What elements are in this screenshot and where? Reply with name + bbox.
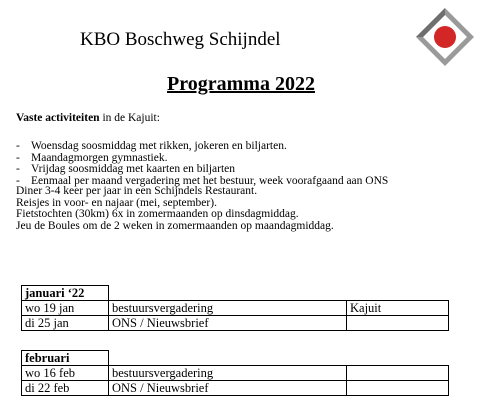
- date-cell: di 22 feb: [22, 381, 109, 396]
- intro-rest: in de Kajuit:: [99, 112, 160, 124]
- activity-cell: bestuursvergadering: [109, 301, 347, 316]
- list-item: - Eenmaal per maand vergadering met het bestuur, week voorafgaand aan ONS: [16, 174, 389, 187]
- extra-line: Diner 3-4 keer per jaar in een Schijndels Restaurant.: [16, 185, 258, 197]
- table-row: [22, 301, 449, 316]
- activity-cell: bestuursvergadering: [109, 366, 347, 381]
- list-item: - Maandagmorgen gymnastiek.: [16, 151, 168, 164]
- month-label: januari ‘22: [22, 286, 109, 301]
- date-cell: wo 16 feb: [22, 366, 109, 381]
- extra-line: Jeu de Boules om de 2 weken in zomermaanden op maandagmiddag.: [16, 219, 334, 232]
- month-table-january: [21, 285, 449, 331]
- location-cell: Kajuit: [347, 301, 449, 316]
- program-title: Programma 2022: [167, 73, 315, 95]
- org-title: KBO Boschweg Schijndel: [80, 29, 281, 50]
- activity-cell: ONS / Nieuwsbrief: [109, 316, 347, 331]
- month-table-february: [21, 350, 449, 396]
- kbo-logo-icon: [414, 6, 476, 68]
- table-row: [22, 316, 449, 331]
- location-cell: [347, 366, 449, 381]
- table-row: [22, 366, 449, 381]
- table-row: [22, 381, 449, 396]
- month-label: februari: [22, 351, 109, 366]
- date-cell: wo 19 jan: [22, 301, 109, 316]
- activity-cell: ONS / Nieuwsbrief: [109, 381, 347, 396]
- extra-line: Fietstochten (30km) 6x in zomermaanden op dinsdagmiddag.: [16, 208, 299, 220]
- intro-line: [16, 112, 160, 124]
- location-cell: [347, 316, 449, 331]
- date-cell: di 25 jan: [22, 316, 109, 331]
- extra-line: Reisjes in voor- en najaar (mei, september).: [16, 196, 217, 209]
- list-item: - Woensdag soosmiddag met rikken, jokeren en biljarten.: [16, 140, 287, 152]
- intro-bold: Vaste activiteiten: [16, 112, 100, 124]
- list-item: - Vrijdag soosmiddag met kaarten en biljarten: [16, 163, 236, 175]
- extra-activities: [16, 186, 334, 232]
- activities-list: [16, 141, 388, 187]
- location-cell: [347, 381, 449, 396]
